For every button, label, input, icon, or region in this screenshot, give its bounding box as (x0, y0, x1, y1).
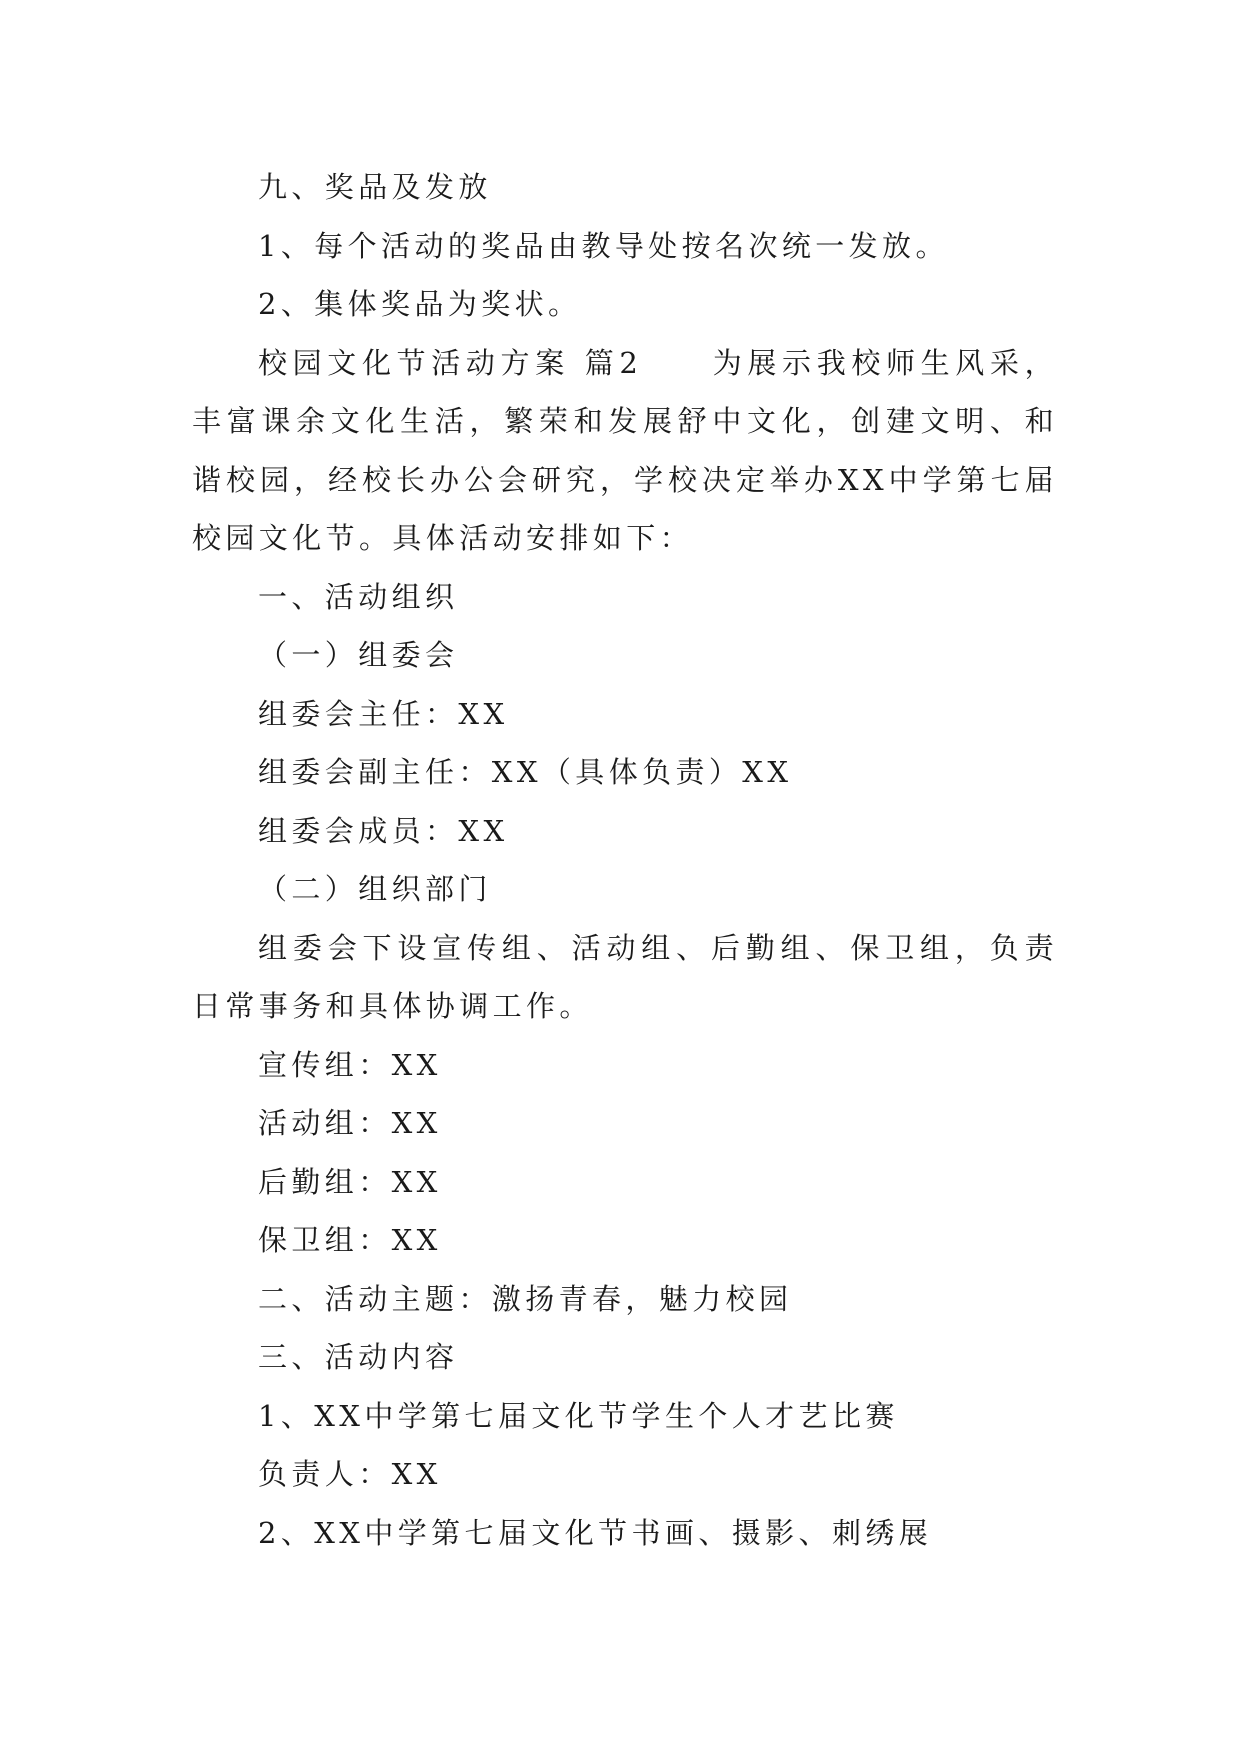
item-talent-contest-lead: 负责人：XX (258, 1457, 442, 1491)
heading-content: 三、活动内容 (258, 1340, 459, 1374)
group-logistics: 后勤组：XX (258, 1164, 442, 1199)
committee-director: 组委会主任：XX (258, 696, 509, 731)
group-security: 保卫组：XX (258, 1223, 442, 1257)
document-body (192, 158, 1058, 1562)
subheading-departments: （二）组织部门 (258, 872, 492, 906)
heading-organization: 一、活动组织 (258, 579, 459, 614)
paragraph-departments: 组委会下设宣传组、活动组、后勤组、保卫组，负责日常事务和具体协调工作。 (192, 930, 1058, 1023)
heading-theme: 二、活动主题：激扬青春，魅力校园 (258, 1281, 793, 1316)
paragraph-plan-intro: 校园文化节活动方案 篇2 为展示我校师生风采，丰富课余文化生活，繁荣和发展舒中文化，创建文明、和谐校园，经校长办公会研究，学校决定举办XX中学第七届校园文化节。具体活动安排如下： (192, 345, 1058, 555)
item-art-exhibition: 2、XX中学第七届文化节书画、摄影、刺绣展 (258, 1515, 933, 1550)
committee-deputy-director: 组委会副主任：XX（具体负责）XX (258, 755, 793, 789)
heading-prizes: 九、奖品及发放 (258, 170, 492, 204)
paragraph-group-prize: 2、集体奖品为奖状。 (258, 287, 582, 321)
group-publicity: 宣传组：XX (258, 1047, 442, 1082)
committee-members: 组委会成员：XX (258, 813, 509, 848)
paragraph-prize-distribution: 1、每个活动的奖品由教导处按名次统一发放。 (258, 228, 949, 263)
item-talent-contest: 1、XX中学第七届文化节学生个人才艺比赛 (258, 1398, 899, 1433)
subheading-committee: （一）组委会 (258, 638, 459, 672)
group-activity: 活动组：XX (258, 1106, 442, 1140)
